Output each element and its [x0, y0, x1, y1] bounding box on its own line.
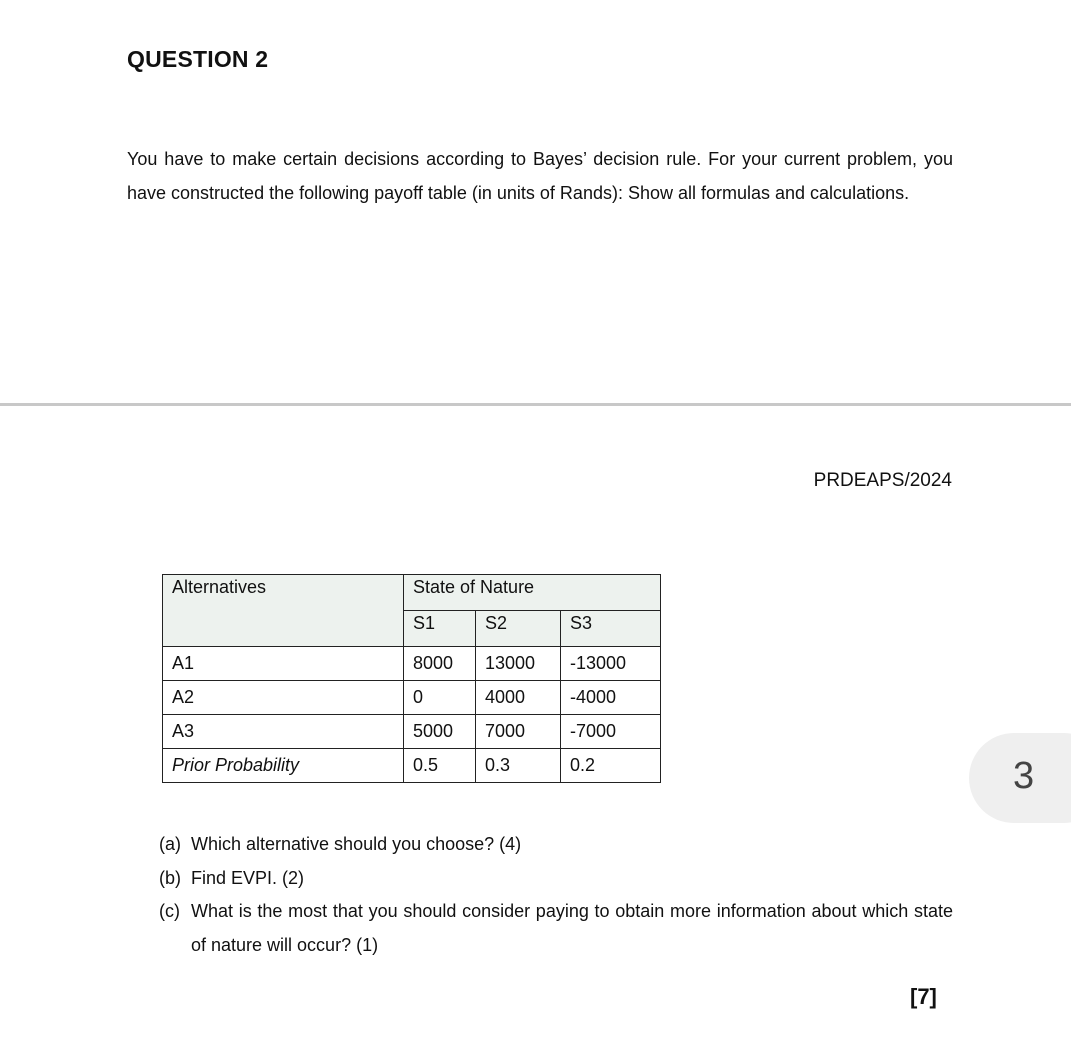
sub-question-label: (b): [159, 867, 181, 888]
sub-question-text: Find EVPI. (2): [191, 867, 305, 888]
payoff-table: [162, 574, 661, 783]
sub-question-text: Which alternative should you choose? (4): [191, 834, 522, 854]
table-row: [163, 681, 661, 715]
state-header-s3: S3: [561, 611, 661, 647]
table-cell: -7000: [561, 715, 661, 749]
alternatives-header: Alternatives: [163, 575, 404, 647]
table-cell: 13000: [476, 647, 561, 681]
question-intro: You have to make certain decisions according to Bayes’ decision rule. For your current problem, you have constructed the following payoff table (in units of Rands): Show all formulas and calculations.: [127, 149, 953, 203]
table-cell: 0.3: [476, 749, 561, 783]
sub-question-a: [159, 828, 953, 862]
table-cell: 0.2: [561, 749, 661, 783]
table-header-row: [163, 575, 661, 611]
table-row: [163, 647, 661, 681]
prior-probability-label: Prior Probability: [163, 749, 404, 783]
sub-question-label: (a): [159, 834, 181, 854]
prior-probability-row: [163, 749, 661, 783]
state-header-s1: S1: [404, 611, 476, 647]
state-header-s2: S2: [476, 611, 561, 647]
sub-question-b: [159, 862, 953, 896]
sub-question-label: (c): [159, 901, 180, 921]
question-heading: QUESTION 2: [127, 46, 269, 72]
table-cell: 4000: [476, 681, 561, 715]
sub-question-text: What is the most that you should consider paying to obtain more information about which state of nature will occur? (1): [191, 901, 953, 955]
table-cell: 0: [404, 681, 476, 715]
sub-questions: [159, 828, 953, 962]
row-label: A2: [163, 681, 404, 715]
table-row: [163, 715, 661, 749]
page-number: 3: [1013, 755, 1035, 797]
table-cell: 0.5: [404, 749, 476, 783]
table-cell: -4000: [561, 681, 661, 715]
table-cell: 7000: [476, 715, 561, 749]
table-cell: 5000: [404, 715, 476, 749]
sub-question-c: [159, 895, 953, 962]
state-of-nature-header: State of Nature: [404, 575, 661, 611]
course-code: PRDEAPS/2024: [813, 470, 952, 491]
table-cell: -13000: [561, 647, 661, 681]
table-cell: 8000: [404, 647, 476, 681]
total-marks: [7]: [910, 984, 937, 1009]
row-label: A1: [163, 647, 404, 681]
row-label: A3: [163, 715, 404, 749]
page-divider: [0, 403, 1071, 406]
